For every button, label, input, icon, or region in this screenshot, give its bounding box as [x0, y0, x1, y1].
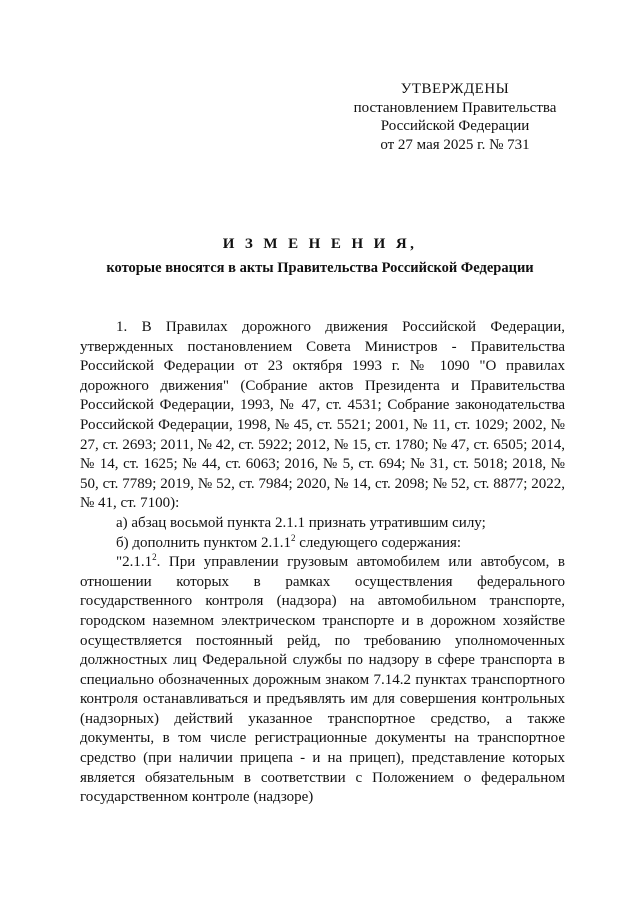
approval-line-2: Российской Федерации [380, 118, 530, 134]
document-body [80, 318, 565, 808]
item-b [80, 534, 565, 554]
item-a: а) абзац восьмой пункта 2.1.1 признать утратившим силу; [116, 514, 486, 531]
approval-line-1: постановлением Правительства [353, 99, 557, 116]
approval-heading: УТВЕРЖДЕНЫ [400, 81, 510, 97]
clause-text: . При управлении грузовым автомобилем или автобусом, в отношении которых в рамках осуществления федерального государственного контроля (надзора) на автомобильном транспорте, городском наземном электрическом транспорте и в дорожном хозяйстве осуществляется постоянный рейд, по требованию уполномоченных должностных лиц Федеральной службы по надзору в сфере транспорта в специально обозначенных дорожным знаком 7.14.2 пунктах транспортного контроля останавливаться и предъявлять им для совершения контрольных (надзорных) действий указанное транспортное средство, а также документы, в том числе регистрационные документы на транспортное средство (при наличии прицепа - и на прицеп), представление которых является обязательным в соответствии с Положением о федеральном государственном контроле (надзоре) [80, 554, 565, 806]
item-b-prefix: б) дополнить пунктом 2.1.1 [116, 534, 291, 551]
item-b-suffix: следующего содержания: [295, 534, 462, 551]
item-b-superscript: 2 [290, 532, 296, 543]
document-title: И З М Е Н Е Н И Я, [222, 236, 418, 252]
approval-stamp [330, 80, 580, 154]
clause-superscript: 2 [152, 552, 157, 563]
document-subtitle: которые вносятся в акты Правительства Российской Федерации [106, 260, 534, 276]
clause-2-1-1-2 [80, 553, 565, 808]
paragraph-1: 1. В Правилах дорожного движения Российской Федерации, утвержденных постановлением Совета Министров - Правительства Российской Федерации от 23 октября 1993 г. № 1090 "О правилах дорожного движения" (Собрание актов Президента и Правительства Российской Федерации, 1993, № 47, ст. 4531; Собрание законодательства Российской Федерации, 1998, № 45, ст. 5521; 2001, № 11, ст. 1029; 2002, № 27, ст. 2693; 2011, № 42, ст. 5922; 2012, № 15, ст. 1780; № 47, ст. 6505; 2014, № 14, ст. 1625; № 44, ст. 6063; 2016, № 5, ст. 694; № 31, ст. 5018; 2018, № 50, ст. 7789; 2019, № 52, ст. 7984; 2020, № 14, ст. 2098; № 52, ст. 8877; 2022, № 41, ст. 7100): [80, 319, 565, 512]
clause-prefix: "2.1.1 [116, 554, 153, 571]
approval-line-3: от 27 мая 2025 г. № 731 [380, 136, 530, 153]
